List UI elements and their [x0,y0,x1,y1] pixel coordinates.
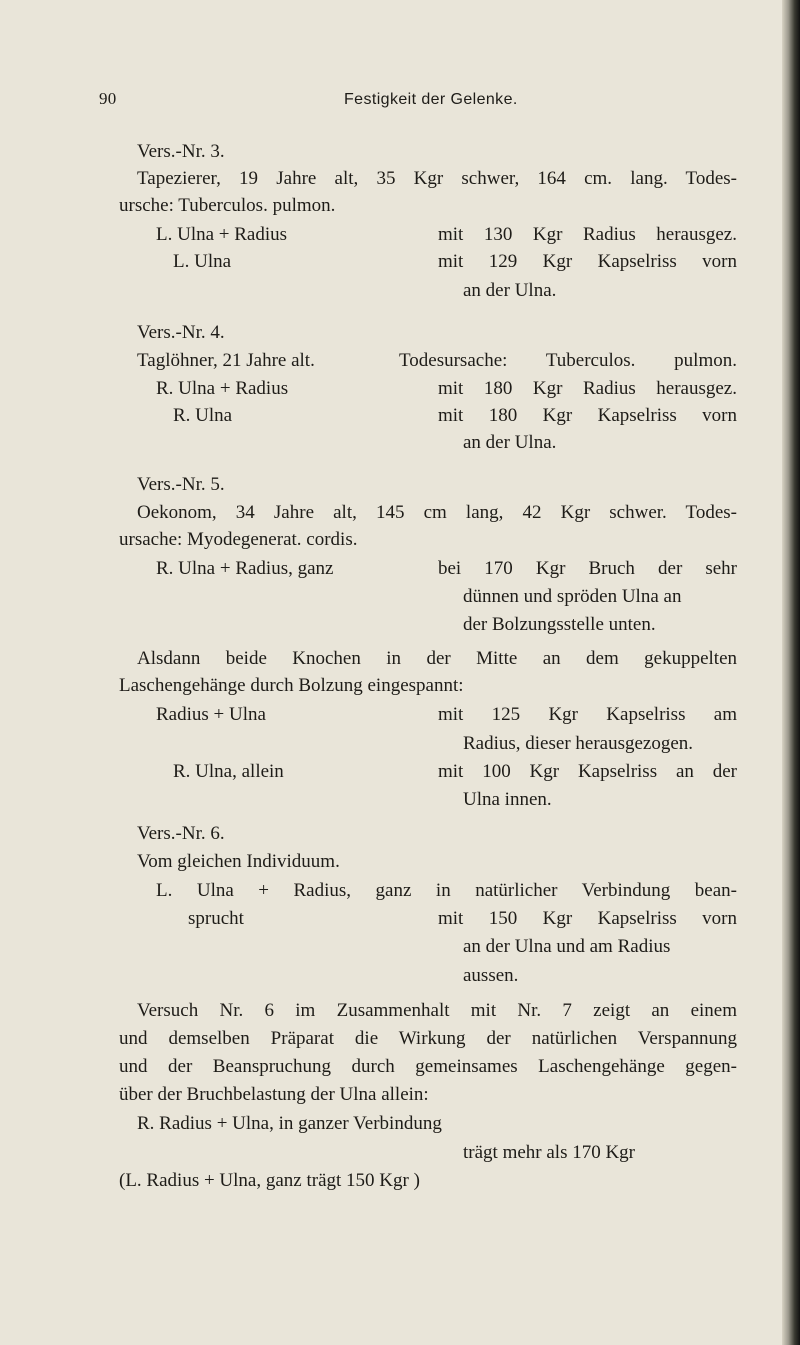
specimen-result: aussen. [463,965,519,986]
specimen-result: an der Ulna. [463,432,557,453]
specimen-result: an der Ulna und am Radius [463,936,671,957]
paragraph-line: und der Beanspruchung durch gemeinsames Laschengehänge gegen- [119,1056,737,1077]
experiment-title: Vers.-Nr. 4. [137,322,225,343]
specimen-result: mit 150 Kgr Kapselriss vorn [438,908,737,929]
specimen-label: R. Ulna, allein [173,761,284,782]
experiment-title: Vers.-Nr. 6. [137,823,225,844]
paragraph-line: Laschengehänge durch Bolzung eingespannt: [119,675,464,696]
specimen-label: R. Ulna [173,405,233,426]
paragraph-line: Alsdann beide Knochen in der Mitte an dem gekuppelten [137,648,737,669]
specimen-result: an der Ulna. [463,280,557,301]
page-number: 90 [99,89,117,108]
experiment-intro-line: Todesursache: Tuberculos. pulmon. [399,350,737,371]
result-line: trägt mehr als 170 Kgr [463,1142,636,1163]
specimen-result: bei 170 Kgr Bruch der sehr [438,558,737,579]
specimen-result: Ulna innen. [463,789,552,810]
specimen-label: L. Ulna [173,251,232,272]
specimen-result: dünnen und spröden Ulna an [463,586,682,607]
specimen-result: mit 180 Kgr Radius herausgez. [438,378,737,399]
specimen-result: mit 180 Kgr Kapselriss vorn [438,405,737,426]
experiment-title: Vers.-Nr. 3. [137,141,225,162]
specimen-result: mit 129 Kgr Kapselriss vorn [438,251,737,272]
specimen-label: L. Ulna + Radius, ganz in natürlicher Verbindung bean- [156,880,737,901]
specimen-result: mit 130 Kgr Radius herausgez. [438,224,737,245]
specimen-result: Radius, dieser herausgezogen. [463,733,694,754]
experiment-intro-line: Taglöhner, 21 Jahre alt. [137,350,315,371]
result-line: R. Radius + Ulna, in ganzer Verbindung [137,1113,442,1134]
specimen-label: sprucht [188,908,244,929]
scan-edge-shadow [782,0,800,1345]
experiment-intro-line: ursache: Myodegenerat. cordis. [119,529,358,550]
specimen-label: L. Ulna + Radius [156,224,288,245]
specimen-label: R. Ulna + Radius [156,378,289,399]
running-title: Festigkeit der Gelenke. [344,91,518,108]
experiment-intro-line: Oekonom, 34 Jahre alt, 145 cm lang, 42 Kgr schwer. Todes- [137,502,737,523]
experiment-intro-line: Tapezierer, 19 Jahre alt, 35 Kgr schwer, 164 cm. lang. Todes- [137,168,737,189]
specimen-label: R. Ulna + Radius, ganz [156,558,334,579]
specimen-label: Radius + Ulna [156,704,266,725]
paragraph-line: und demselben Präparat die Wirkung der natürlichen Verspannung [119,1028,737,1049]
specimen-result: mit 100 Kgr Kapselriss an der [438,761,737,782]
experiment-intro-line: Vom gleichen Individuum. [137,851,340,872]
specimen-result: mit 125 Kgr Kapselriss am [438,704,737,725]
paragraph-line: Versuch Nr. 6 im Zusammenhalt mit Nr. 7 zeigt an einem [137,1000,737,1021]
result-line: (L. Radius + Ulna, ganz trägt 150 Kgr ) [119,1170,420,1191]
specimen-result: der Bolzungsstelle unten. [463,614,656,635]
experiment-title: Vers.-Nr. 5. [137,474,225,495]
experiment-intro-line: ursche: Tuberculos. pulmon. [119,195,336,216]
paragraph-line: über der Bruchbelastung der Ulna allein: [119,1084,429,1105]
